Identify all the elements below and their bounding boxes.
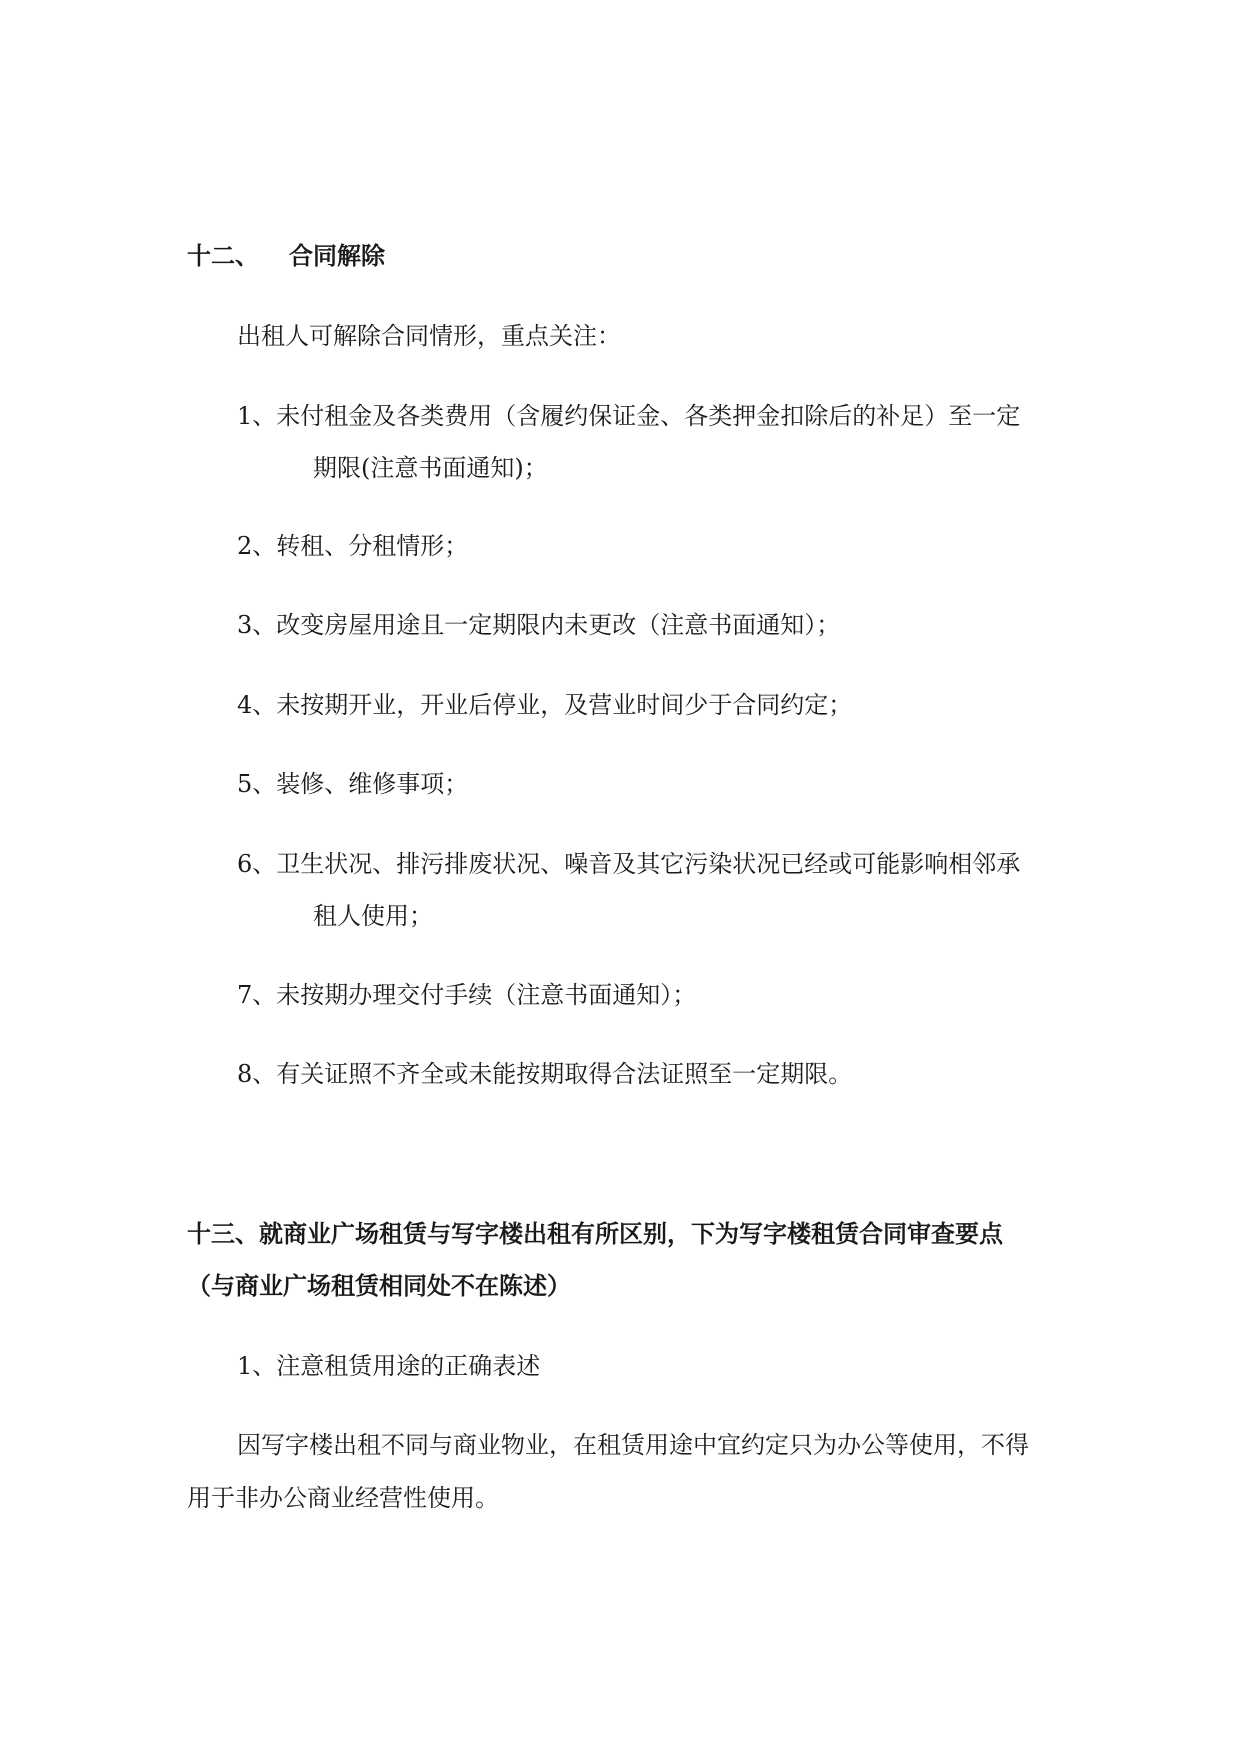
list-item-6-line2: 租人使用； [313,902,433,930]
list-item-5: 5、装修、维修事项； [237,770,469,798]
section-13-heading-line2: （与商业广场租赁相同处不在陈述） [187,1272,571,1300]
list-item-8: 8、有关证照不齐全或未能按期取得合法证照至一定期限。 [237,1060,853,1088]
section-12-title: 合同解除 [289,242,385,270]
list-item-6-line1: 6、卫生状况、排污排废状况、噪音及其它污染状况已经或可能影响相邻承 [237,850,1021,878]
section-13-paragraph-line1: 因写字楼出租不同与商业物业，在租赁用途中宜约定只为办公等使用，不得 [237,1431,1029,1459]
list-item-1-line2: 期限(注意书面通知)； [313,454,548,482]
section-12-intro: 出租人可解除合同情形，重点关注： [237,322,621,350]
list-item-2: 2、转租、分租情形； [237,532,469,560]
list-item-4: 4、未按期开业，开业后停业，及营业时间少于合同约定； [237,691,853,719]
list-item-1-line1: 1、未付租金及各类费用（含履约保证金、各类押金扣除后的补足）至一定 [237,402,1021,430]
section-13-paragraph-line2: 用于非办公商业经营性使用。 [187,1484,499,1512]
section-13-subitem: 1、注意租赁用途的正确表述 [237,1352,541,1380]
section-12-number: 十二、 [187,242,259,270]
list-item-3: 3、改变房屋用途且一定期限内未更改（注意书面通知）； [237,611,841,639]
section-12-heading [187,240,385,272]
list-item-7: 7、未按期办理交付手续（注意书面通知）； [237,981,697,1009]
section-13-heading-line1: 十三、就商业广场租赁与写字楼出租有所区别，下为写字楼租赁合同审查要点 [187,1220,1003,1248]
